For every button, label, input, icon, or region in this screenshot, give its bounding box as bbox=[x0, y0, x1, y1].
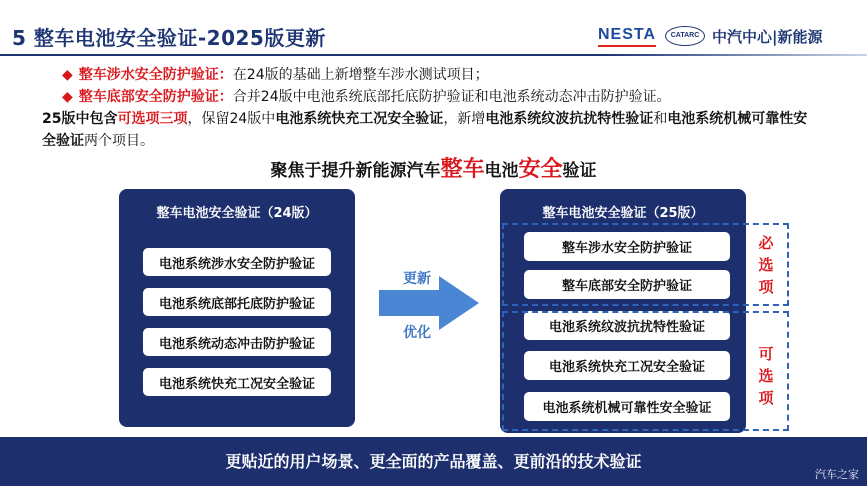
focus-part: 聚焦于提升新能源汽车 bbox=[270, 161, 441, 181]
bullet-text: 在24版的基础上新增整车涉水测试项目； bbox=[232, 67, 489, 83]
list-item: 整车底部安全防护验证 bbox=[524, 270, 730, 299]
list-item: 电池系统快充工况安全验证 bbox=[143, 368, 331, 396]
focus-part: 验证 bbox=[562, 161, 597, 181]
note-part: 25版中包含 bbox=[42, 111, 118, 127]
list-item: 电池系统动态冲击防护验证 bbox=[143, 328, 331, 356]
note-part: 电池系统机械可靠性安全验证 bbox=[42, 111, 808, 149]
note-part: 和 bbox=[653, 111, 668, 127]
required-label: 必 选 项 bbox=[758, 234, 774, 296]
bullet-2 bbox=[62, 86, 671, 106]
list-item: 电池系统涉水安全防护验证 bbox=[143, 248, 331, 276]
note-part: 电池系统快充工况安全验证 bbox=[275, 111, 444, 127]
optional-group-border bbox=[502, 311, 789, 431]
nesta-logo: NESTA bbox=[598, 26, 657, 43]
note-part: ，新增 bbox=[443, 111, 486, 127]
optional-note bbox=[42, 108, 812, 152]
panel-24-title: 整车电池安全验证（24版） bbox=[156, 206, 318, 221]
optional-label: 可 选 项 bbox=[758, 345, 774, 407]
bullet-label: 整车底部安全防护验证： bbox=[78, 89, 233, 105]
watermark: 汽车之家 bbox=[815, 468, 859, 481]
note-part: 两个项目。 bbox=[84, 133, 154, 149]
diamond-icon: ◆ bbox=[62, 67, 73, 83]
bullet-text: 合并24版中电池系统底部托底防护验证和电池系统动态冲击防护验证。 bbox=[232, 89, 671, 105]
bullet-1 bbox=[62, 64, 489, 84]
catarc-logo: CATARC bbox=[665, 26, 705, 46]
focus-part: 安全 bbox=[518, 157, 563, 182]
focus-part: 整车 bbox=[440, 157, 485, 182]
footer-banner: 更贴近的用户场景、更全面的产品覆盖、更前沿的技术验证 bbox=[0, 437, 867, 486]
panel-24 bbox=[119, 189, 355, 427]
note-part: 可选项三项 bbox=[117, 111, 188, 127]
required-group-border bbox=[502, 223, 789, 306]
page-title: 5 整车电池安全验证-2025版更新 bbox=[12, 26, 326, 50]
arrow-label-bottom: 优化 bbox=[403, 325, 431, 341]
note-part: ，保留24版中 bbox=[187, 111, 276, 127]
list-item: 电池系统快充工况安全验证 bbox=[524, 351, 730, 380]
bullet-label: 整车涉水安全防护验证： bbox=[78, 67, 233, 83]
diamond-icon: ◆ bbox=[62, 89, 73, 105]
list-item: 整车涉水安全防护验证 bbox=[524, 232, 730, 261]
list-item: 电池系统纹波抗扰特性验证 bbox=[524, 311, 730, 340]
arrow-label-top: 更新 bbox=[403, 271, 431, 287]
focus-part: 电池 bbox=[484, 161, 519, 181]
org-name: 中汽中心|新能源 bbox=[712, 28, 823, 46]
focus-heading bbox=[0, 152, 867, 183]
list-item: 电池系统机械可靠性安全验证 bbox=[524, 392, 730, 421]
note-part: 电池系统纹波抗扰特性验证 bbox=[485, 111, 654, 127]
panel-25-title: 整车电池安全验证（25版） bbox=[542, 206, 704, 221]
title-divider bbox=[0, 54, 867, 56]
list-item: 电池系统底部托底防护验证 bbox=[143, 288, 331, 316]
